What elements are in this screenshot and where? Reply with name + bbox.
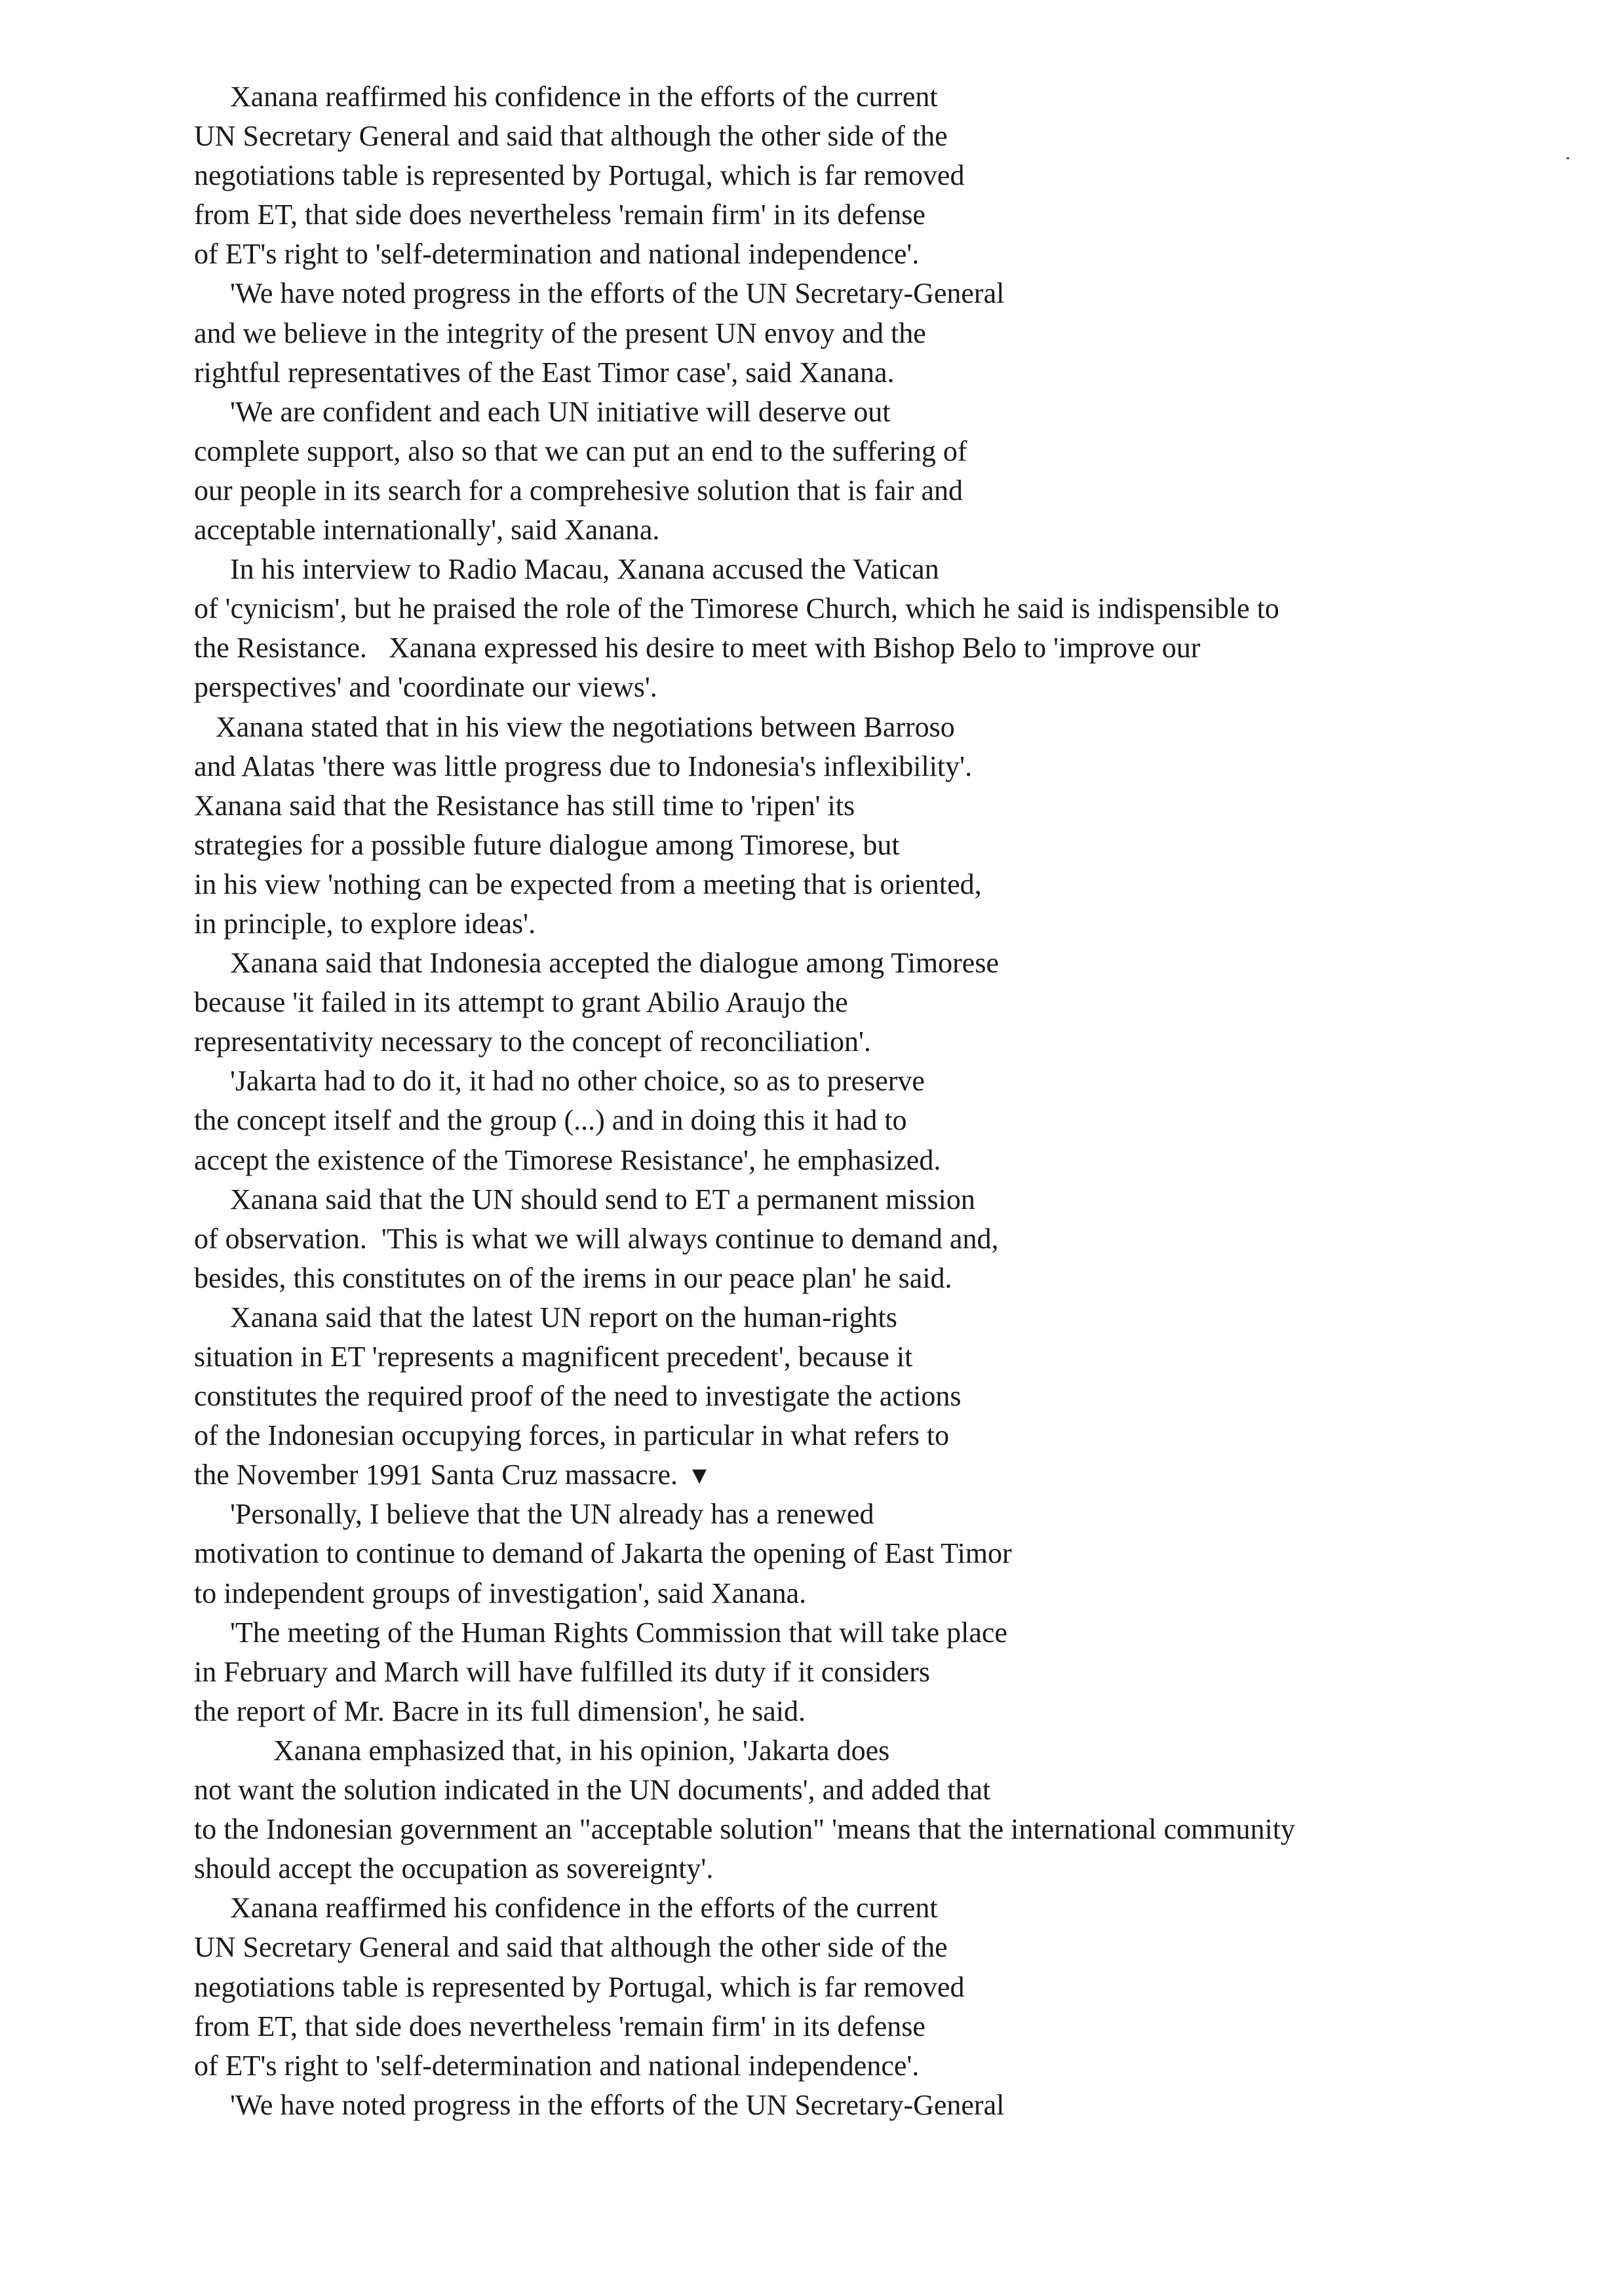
text-line: besides, this constitutes on of the irems in our peace plan' he said. bbox=[194, 1261, 952, 1294]
text-line: Xanana reaffirmed his confidence in the efforts of the current bbox=[194, 1892, 938, 1924]
text-line: rightful representatives of the East Timor case', said Xanana. bbox=[194, 356, 895, 389]
text-line: not want the solution indicated in the UN documents', and added that bbox=[194, 1774, 991, 1807]
text-line: to independent groups of investigation', said Xanana. bbox=[194, 1577, 807, 1609]
text-line: accept the existence of the Timorese Resistance', he emphasized. bbox=[194, 1143, 941, 1176]
text-line: Xanana stated that in his view the negotiations between Barroso bbox=[194, 710, 955, 743]
text-line: should accept the occupation as sovereignty'. bbox=[194, 1852, 714, 1885]
text-line: 'We have noted progress in the efforts of the UN Secretary-General bbox=[194, 2088, 1005, 2121]
text-line: of observation. 'This is what we will always continue to demand and, bbox=[194, 1222, 999, 1255]
text-line: of ET's right to 'self-determination and national independence'. bbox=[194, 238, 920, 271]
text-line: constitutes the required proof of the need to investigate the actions bbox=[194, 1380, 962, 1413]
text-line: from ET, that side does nevertheless 'remain firm' in its defense bbox=[194, 199, 925, 231]
text-line: Xanana said that the Resistance has still time to 'ripen' its bbox=[194, 789, 855, 822]
text-line: 'Jakarta had to do it, it had no other choice, so as to preserve bbox=[194, 1065, 925, 1098]
text-line: Xanana said that the latest UN report on the human-rights bbox=[194, 1301, 897, 1333]
document-body bbox=[194, 77, 1531, 2125]
text-line: of ET's right to 'self-determination and national independence'. bbox=[194, 2049, 920, 2082]
text-line: representativity necessary to the concept of reconciliation'. bbox=[194, 1025, 871, 1058]
text-line: acceptable internationally', said Xanana. bbox=[194, 514, 660, 546]
text-line: the November 1991 Santa Cruz massacre. ▾ bbox=[194, 1459, 707, 1491]
text-line: UN Secretary General and said that although the other side of the bbox=[194, 1931, 948, 1964]
text-line: Xanana emphasized that, in his opinion, 'Jakarta does bbox=[194, 1734, 890, 1767]
text-line: Xanana reaffirmed his confidence in the efforts of the current bbox=[194, 81, 938, 113]
text-line: 'Personally, I believe that the UN already has a renewed bbox=[194, 1498, 874, 1531]
text-line: situation in ET 'represents a magnificent precedent', because it bbox=[194, 1341, 913, 1373]
text-line: perspectives' and 'coordinate our views'. bbox=[194, 671, 657, 704]
text-line: of 'cynicism', but he praised the role of the Timorese Church, which he said is indispensible to bbox=[194, 592, 1279, 625]
text-line: In his interview to Radio Macau, Xanana accused the Vatican bbox=[194, 553, 939, 586]
text-line: 'The meeting of the Human Rights Commission that will take place bbox=[194, 1616, 1007, 1649]
text-line: of the Indonesian occupying forces, in particular in what refers to bbox=[194, 1419, 950, 1452]
text-line: the Resistance. Xanana expressed his desire to meet with Bishop Belo to 'improve our bbox=[194, 632, 1201, 664]
text-line: motivation to continue to demand of Jakarta the opening of East Timor bbox=[194, 1537, 1012, 1570]
text-line: and we believe in the integrity of the present UN envoy and the bbox=[194, 316, 926, 349]
text-line: negotiations table is represented by Portugal, which is far removed bbox=[194, 159, 965, 192]
text-line: to the Indonesian government an "acceptable solution" 'means that the international community bbox=[194, 1813, 1295, 1846]
text-line: our people in its search for a comprehesive solution that is fair and bbox=[194, 474, 963, 507]
text-line: from ET, that side does nevertheless 'remain firm' in its defense bbox=[194, 2010, 925, 2042]
text-line: in his view 'nothing can be expected from a meeting that is oriented, bbox=[194, 868, 982, 900]
text-line: UN Secretary General and said that although the other side of the bbox=[194, 120, 948, 153]
text-line: 'We are confident and each UN initiative will deserve out bbox=[194, 395, 891, 428]
text-line: in principle, to explore ideas'. bbox=[194, 907, 536, 940]
text-line: negotiations table is represented by Portugal, which is far removed bbox=[194, 1970, 965, 2003]
text-line: 'We have noted progress in the efforts of the UN Secretary-General bbox=[194, 277, 1005, 310]
text-line: in February and March will have fulfilled its duty if it considers bbox=[194, 1655, 930, 1688]
text-line: and Alatas 'there was little progress due to Indonesia's inflexibility'. bbox=[194, 750, 973, 782]
text-line: Xanana said that Indonesia accepted the dialogue among Timorese bbox=[194, 947, 999, 980]
text-line: because 'it failed in its attempt to grant Abilio Araujo the bbox=[194, 986, 848, 1019]
text-line: Xanana said that the UN should send to ET a permanent mission bbox=[194, 1183, 975, 1215]
text-line: the report of Mr. Bacre in its full dimension', he said. bbox=[194, 1694, 806, 1727]
text-line: the concept itself and the group (...) and in doing this it had to bbox=[194, 1104, 907, 1137]
text-line: complete support, also so that we can put an end to the suffering of bbox=[194, 434, 967, 467]
text-line: strategies for a possible future dialogue among Timorese, but bbox=[194, 828, 900, 861]
scan-speck bbox=[1566, 157, 1569, 159]
